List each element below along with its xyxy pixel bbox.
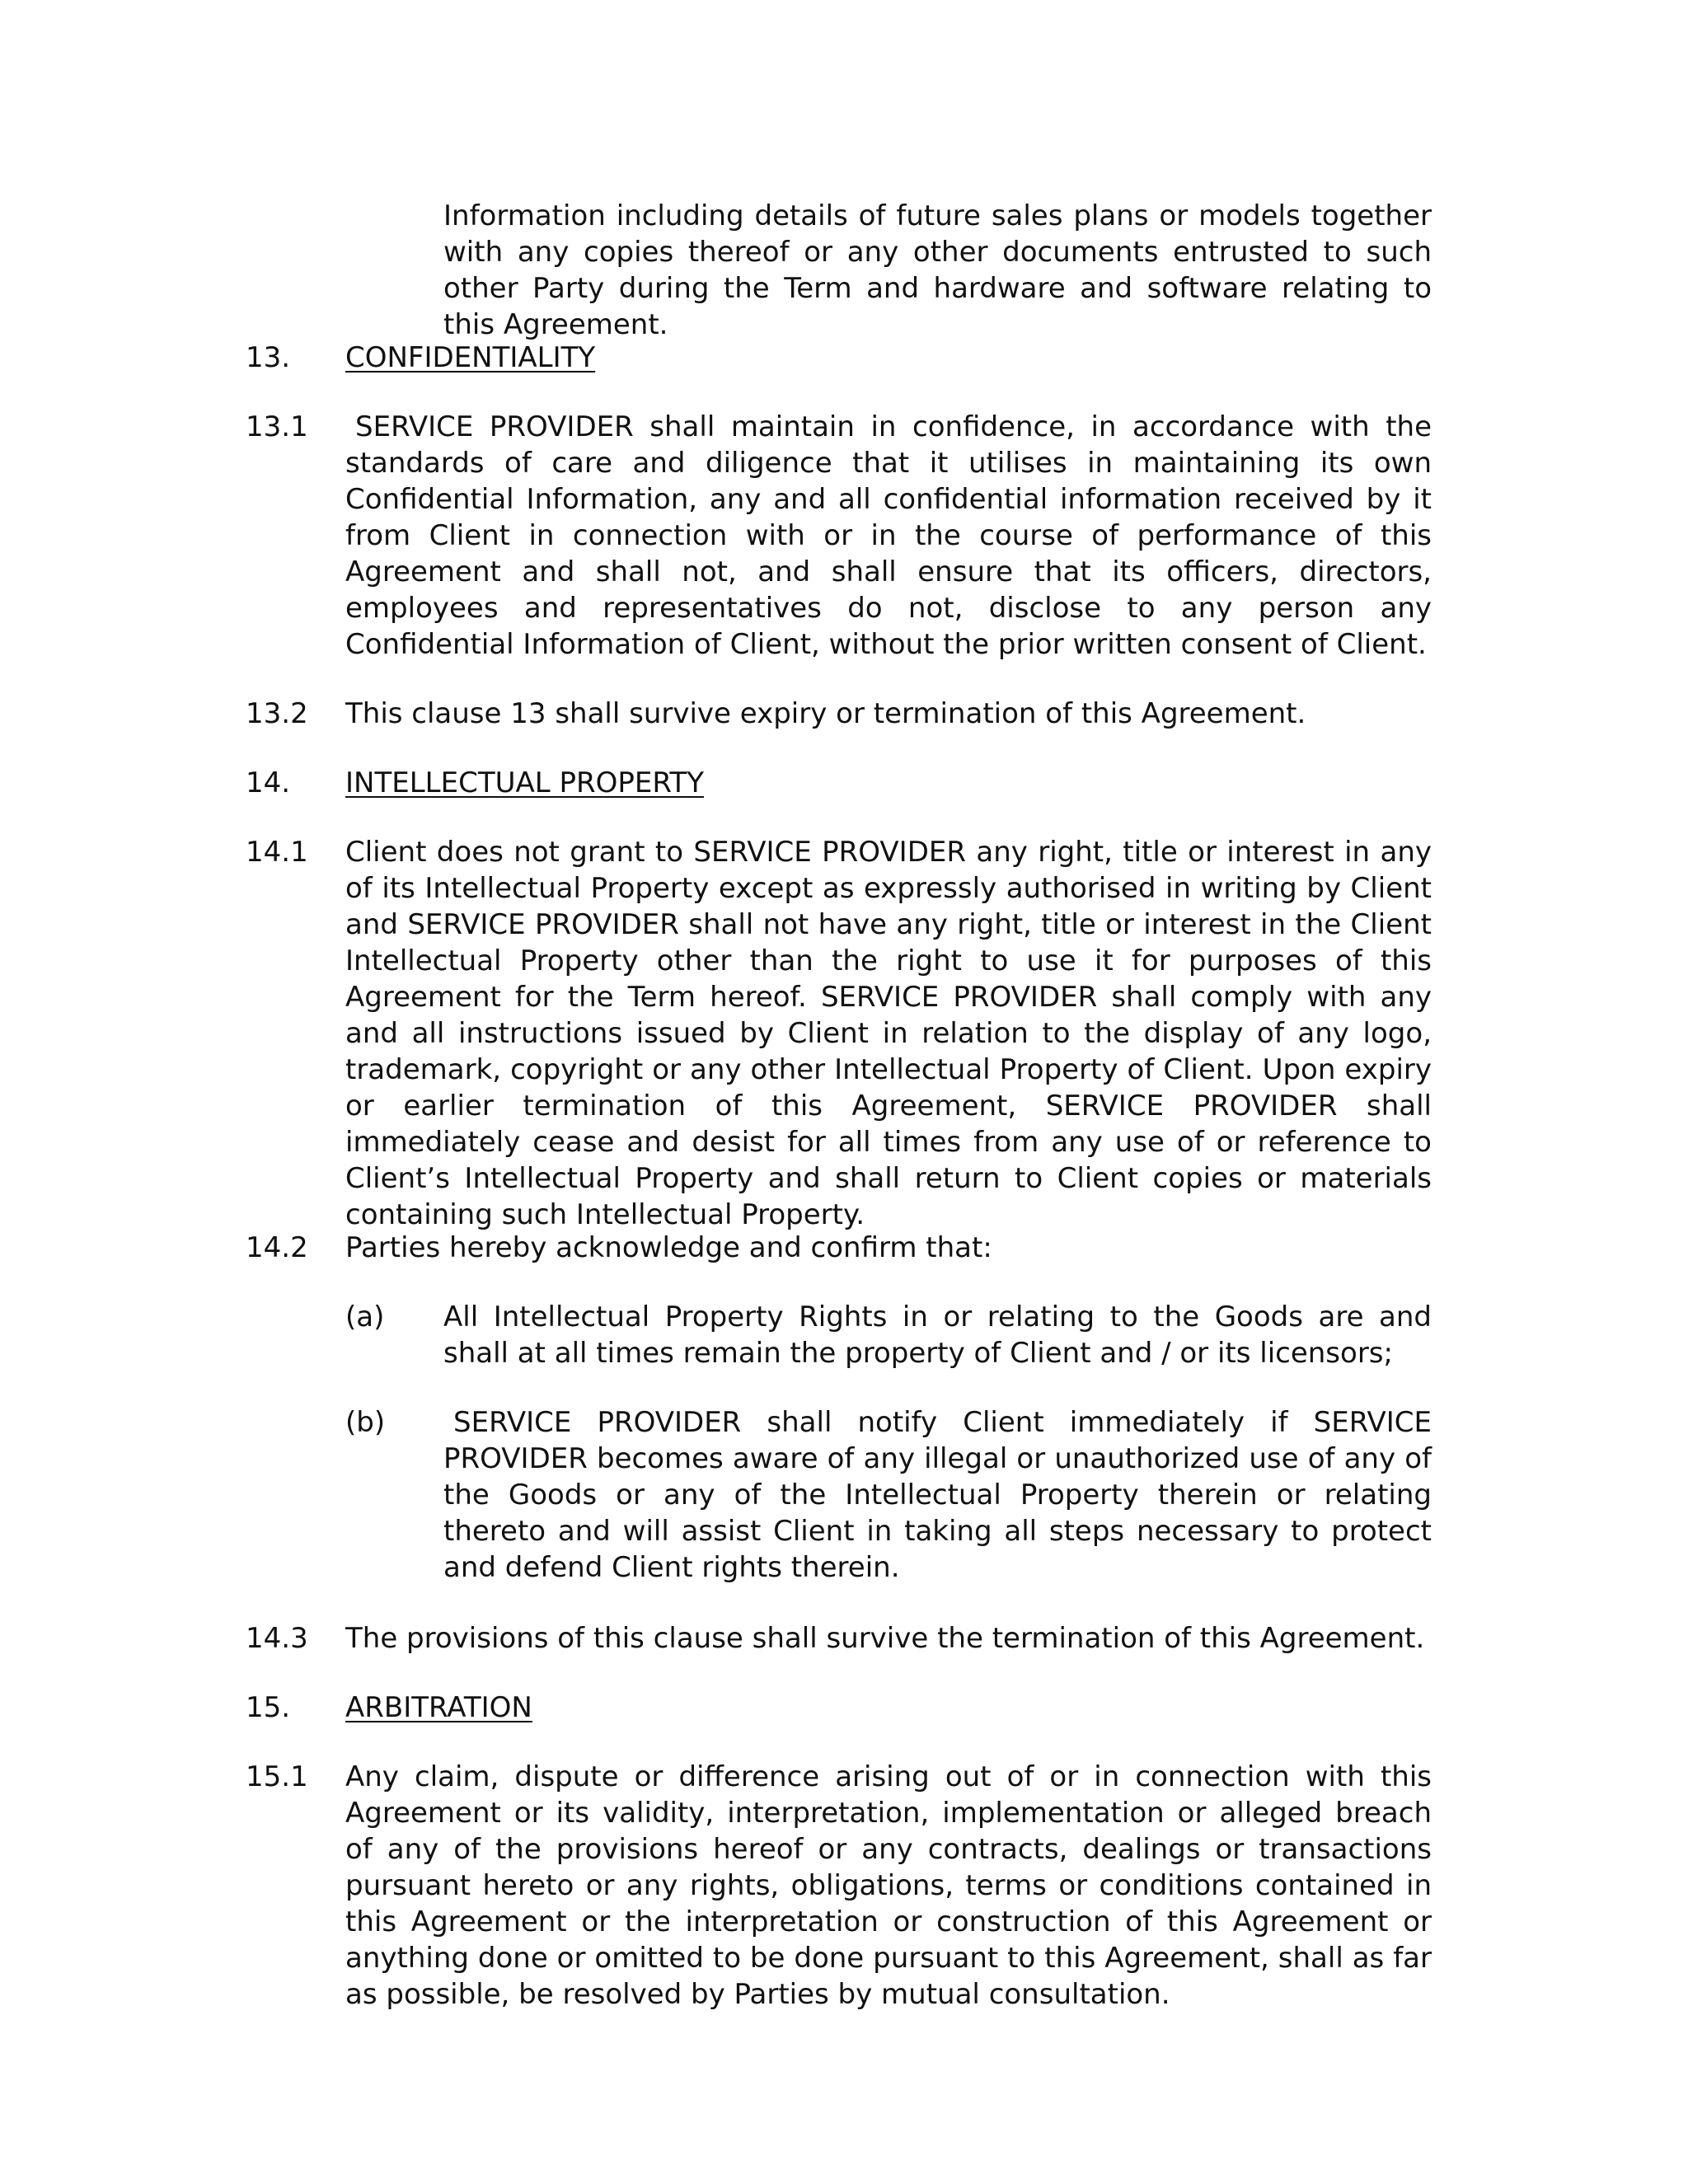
clause-text: Any claim, dispute or difference arising out of or in connection with this Agreement or its validity, interpretation, implementation or alleged breach of any of the provisions hereof or any contracts, dealings or transactions pursuant hereto or any rights, obligations, terms or conditions contained in this Agreement or the interpretation or construction of this Agreement or anything done or omitted to be done pursuant to this Agreement, shall as far as possible, be resolved by Parties by mutual consultation. [345, 1760, 1432, 2011]
clause-number: 14.3 [246, 1622, 308, 1655]
section-title: CONFIDENTIALITY [345, 341, 596, 374]
section-number: 14. [246, 766, 291, 799]
intro-continuation-text: Information including details of future sales plans or models together with any copies thereof or any other documents entrusted to such other Party during the Term and hardware and software relating to this Agreement. [443, 199, 1432, 341]
subclause-label: (a) [345, 1301, 385, 1333]
clause-number: 15.1 [246, 1760, 308, 1793]
section-title: ARBITRATION [345, 1691, 532, 1724]
subclause-text: SERVICE PROVIDER shall notify Client immediately if SERVICE PROVIDER becomes aware of any illegal or unauthorized use of any of the Goods or any of the Intellectual Property therein or relating thereto and will assist Client in taking all steps necessary to protect and defend Client rights therein. [443, 1406, 1432, 1584]
clause-number: 13.1 [246, 410, 308, 443]
clause-number: 14.1 [246, 836, 308, 869]
clause-text: This clause 13 shall survive expiry or termination of this Agreement. [345, 697, 1306, 730]
section-number: 13. [246, 341, 291, 374]
section-number: 15. [246, 1691, 291, 1724]
clause-number: 13.2 [246, 697, 308, 730]
section-title: INTELLECTUAL PROPERTY [345, 766, 705, 799]
subclause-text: All Intellectual Property Rights in or relating to the Goods are and shall at all times remain the property of Client and / or its licensors; [443, 1301, 1432, 1370]
clause-number: 14.2 [246, 1231, 308, 1264]
clause-text: SERVICE PROVIDER shall maintain in confidence, in accordance with the standards of care and diligence that it utilises in maintaining its own Confidential Information, any and all confidential information received by it from Client in connection with or in the course of performance of this Agreement and shall not, and shall ensure that its officers, directors, employees and representatives do not, disclose to any person any Confidential Information of Client, without the prior written consent of Client. [345, 410, 1432, 661]
clause-text: The provisions of this clause shall survive the termination of this Agreement. [345, 1622, 1425, 1655]
subclause-label: (b) [345, 1406, 386, 1439]
clause-text: Parties hereby acknowledge and confirm that: [345, 1231, 992, 1264]
clause-text: Client does not grant to SERVICE PROVIDER any right, title or interest in any of its Intellectual Property except as expressly authorised in writing by Client and SERVICE PROVIDER shall not have any right, title or interest in the Client Intellectual Property other than the right to use it for purposes of this Agreement for the Term hereof. SERVICE PROVIDER shall comply with any and all instructions issued by Client in relation to the display of any logo, trademark, copyright or any other Intellectual Property of Client. Upon expiry or earlier termination of this Agreement, SERVICE PROVIDER shall immediately cease and desist for all times from any use of or reference to Client’s Intellectual Property and shall return to Client copies or materials containing such Intellectual Property. [345, 836, 1432, 1231]
